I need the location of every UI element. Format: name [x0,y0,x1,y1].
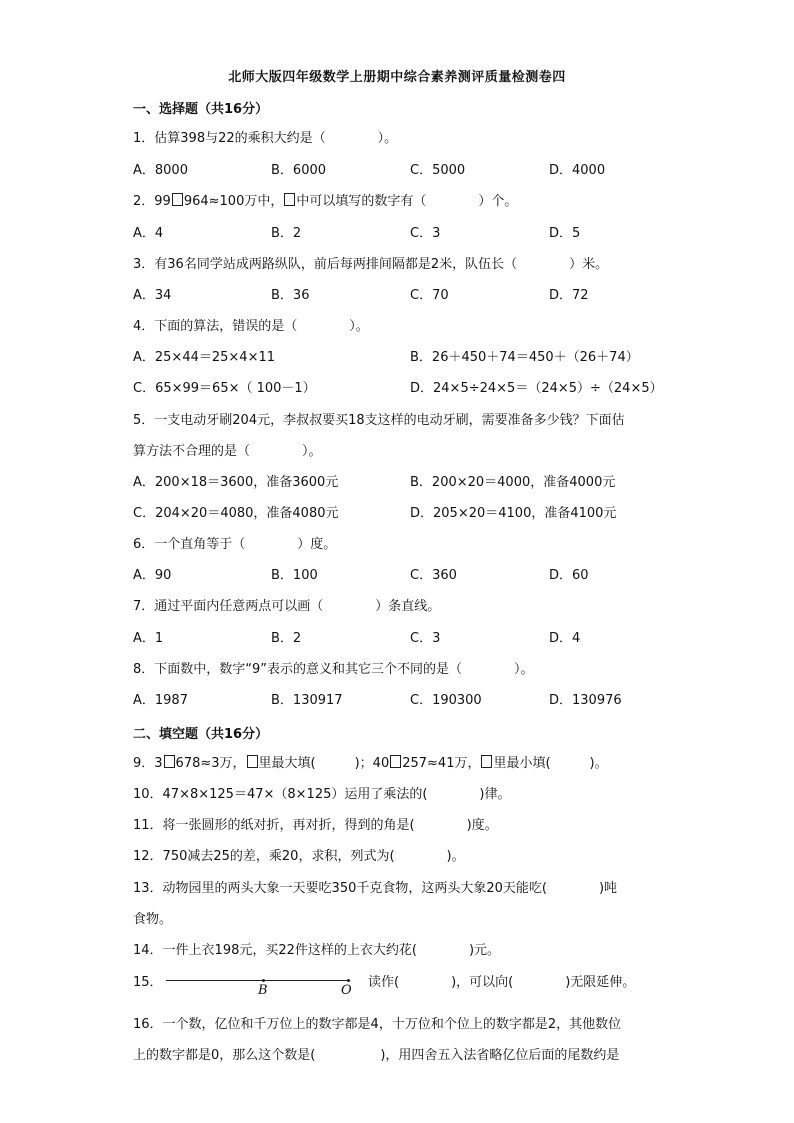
question-3: 3．有36名同学站成两路纵队，前后每两排间隔都是2米，队伍长（ ）米。 [133,257,609,272]
q4-option-b: B．26＋450＋74＝450＋（26＋74） [410,350,639,365]
question-9 [133,755,608,773]
question-7: 7．通过平面内任意两点可以画（ ）条直线。 [133,599,441,614]
q2-option-c: C．3 [410,226,441,241]
point-b-label: B [258,983,268,998]
point-b-dot [262,979,265,982]
q3-option-b: B．36 [271,288,310,303]
q2-option-d: D．5 [549,226,581,241]
q8-option-d: D．130976 [549,693,622,708]
question-2 [133,193,517,211]
question-16-line-1: 16．一个数，亿位和千万位上的数字都是4，十万位和个位上的数字都是2，其他数位 [133,1017,622,1032]
q3-option-a: A．34 [133,288,172,303]
q9-text-5: 里最小填( )。 [493,756,608,771]
q9-text-4: 257≈41万， [402,756,481,771]
q7-option-a: A．1 [133,631,164,646]
q3-option-d: D．72 [549,288,589,303]
blank-box [481,755,492,768]
question-11: 11．将一张圆形的纸对折，再对折，得到的角是( )度。 [133,818,498,833]
question-5-line-1: 5．一支电动牙刷204元，李叔叔要买18支这样的电动牙刷，需要准备多少钱？下面估 [133,413,625,428]
q2-text-post: 中可以填写的数字有（ ）个。 [296,194,518,209]
q8-option-c: C．190300 [410,693,482,708]
section-fill-heading: 二、填空题（共16分） [133,727,269,742]
q6-option-b: B．100 [271,568,318,583]
q6-option-d: D．60 [549,568,589,583]
q5-option-a: A．200×18＝3600，准备3600元 [133,475,339,490]
q6-option-a: A．90 [133,568,172,583]
q3-option-c: C．70 [410,288,449,303]
question-8: 8．下面数中，数字“9”表示的意义和其它三个不同的是（ ）。 [133,662,534,677]
q6-option-c: C．360 [410,568,457,583]
q2-text-pre: 2．99 [133,194,171,209]
q4-option-c: C．65×99＝65×（ 100－1） [133,381,316,396]
blank-box [284,193,295,206]
blank-box [247,755,258,768]
blank-box [172,193,183,206]
blank-box [390,755,401,768]
q7-option-d: D．4 [549,631,581,646]
q8-option-b: B．130917 [271,693,343,708]
section-choice-heading: 一、选择题（共16分） [133,102,269,117]
q5-option-b: B．200×20＝4000，准备4000元 [410,475,616,490]
q9-text-2: 678≈3万， [175,756,246,771]
question-1: 1．估算398与22的乘积大约是（ ）。 [133,131,398,146]
q9-text-1: 9．3 [133,756,163,771]
q8-option-a: A．1987 [133,693,188,708]
q5-option-d: D．205×20＝4100，准备4100元 [410,506,617,521]
q2-option-b: B．2 [271,226,302,241]
question-14: 14．一件上衣198元，买22件这样的上衣大约花( )元。 [133,943,501,958]
q7-option-c: C．3 [410,631,441,646]
question-15-number: 15． [133,975,163,990]
q2-text-mid: 964≈100万中， [183,194,284,209]
q1-option-c: C．5000 [410,163,466,178]
question-5-line-2: 算方法不合理的是（ ）。 [133,444,322,459]
question-10: 10．47×8×125＝47×（8×125）运用了乘法的( )律。 [133,787,511,802]
point-o-label: O [341,983,352,998]
q5-option-c: C．204×20＝4080，准备4080元 [133,506,339,521]
question-13-line-1: 13．动物园里的两头大象一天要吃350千克食物，这两头大象20天能吃( )吨 [133,881,618,896]
q9-text-3: 里最大填( )；40 [258,756,390,771]
question-16-line-2: 上的数字都是0，那么这个数是( )，用四舍五入法省略亿位后面的尾数约是 [133,1048,620,1063]
q7-option-b: B．2 [271,631,302,646]
q4-option-d: D．24×5÷24×5＝（24×5）÷（24×5） [410,381,663,396]
q1-option-a: A．8000 [133,163,188,178]
question-15-text: 读作( )，可以向( )无限延伸。 [368,975,636,990]
question-6: 6．一个直角等于（ ）度。 [133,537,337,552]
q1-option-d: D．4000 [549,163,606,178]
question-12: 12．750减去25的差，乘20，求积，列式为( )。 [133,849,465,864]
question-13-line-2: 食物。 [133,912,173,927]
point-o-dot [347,979,350,982]
ray-line [166,980,350,981]
page-title: 北师大版四年级数学上册期中综合素养测评质量检测卷四 [228,70,566,85]
q2-option-a: A．4 [133,226,164,241]
blank-box [164,755,175,768]
question-4: 4．下面的算法，错误的是（ ）。 [133,319,369,334]
q4-option-a: A．25×44＝25×4×11 [133,350,276,365]
q1-option-b: B．6000 [271,163,327,178]
